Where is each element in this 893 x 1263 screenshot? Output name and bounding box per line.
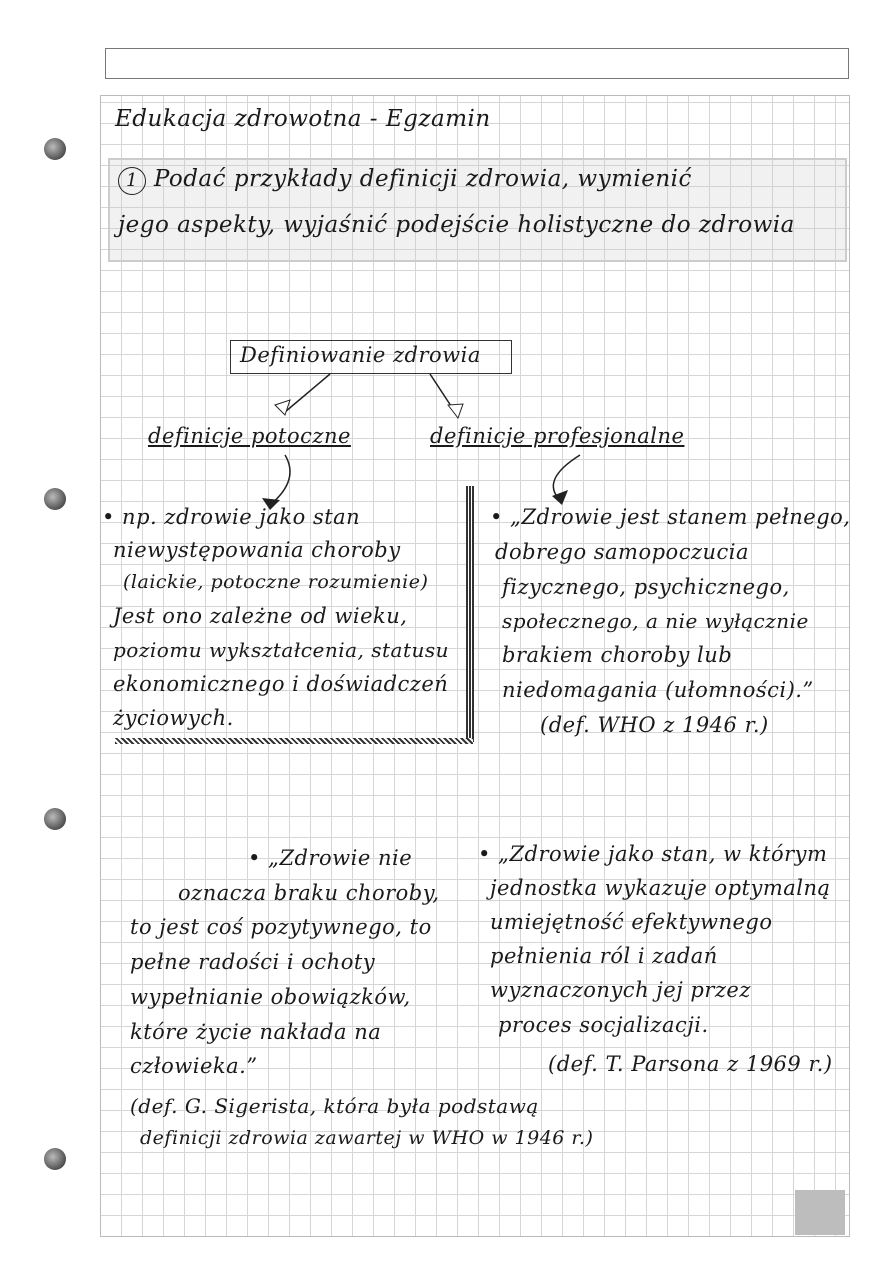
sigerist-line: pełne radości i ochoty [130, 950, 376, 974]
question-line-2: jego aspekty, wyjaśnić podejście holistyczne do zdrowia [118, 212, 795, 238]
parsons-line: umiejętność efektywnego [490, 910, 773, 934]
sigerist-line: człowieka.” [130, 1054, 258, 1078]
left-line: poziomu wykształcenia, statusu [113, 638, 450, 662]
sigerist-line: oznacza braku choroby, [178, 881, 440, 905]
divider-vertical [466, 486, 474, 742]
parsons-line: proces socjalizacji. [498, 1013, 709, 1037]
sigerist-line: to jest coś pozytywnego, to [130, 915, 432, 939]
scan-marker [795, 1190, 845, 1235]
left-line: • np. zdrowie jako stan [102, 505, 361, 529]
sigerist-line: wypełnianie obowiązków, [130, 985, 411, 1009]
right-line: dobrego samopoczucia [495, 540, 750, 564]
right-line: brakiem choroby lub [502, 643, 733, 667]
right-line: społecznego, a nie wyłącznie [502, 609, 809, 633]
sigerist-line: • „Zdrowie nie [248, 846, 413, 870]
right-line: fizycznego, psychicznego, [502, 575, 790, 599]
right-line: • „Zdrowie jest stanem pełnego, [490, 505, 851, 529]
parsons-line: (def. T. Parsona z 1969 r.) [548, 1052, 833, 1076]
left-heading: definicje potoczne [148, 424, 351, 448]
left-line: niewystępowania choroby [113, 538, 401, 562]
parsons-line: wyznaczonych jej przez [490, 978, 751, 1002]
left-line: (laickie, potoczne rozumienie) [123, 571, 429, 593]
sigerist-line: które życie nakłada na [130, 1020, 382, 1044]
sigerist-source: definicji zdrowia zawartej w WHO w 1946 r.) [140, 1127, 594, 1149]
divider-horizontal [115, 738, 473, 744]
page-title: Edukacja zdrowotna - Egzamin [115, 106, 491, 132]
diagram-root: Definiowanie zdrowia [240, 343, 481, 367]
left-line: życiowych. [113, 706, 234, 730]
question-text-1: Podać przykłady definicji zdrowia, wymienić [153, 166, 692, 192]
right-line: (def. WHO z 1946 r.) [540, 713, 769, 737]
parsons-line: • „Zdrowie jako stan, w którym [478, 842, 828, 866]
left-line: ekonomicznego i doświadczeń [113, 672, 449, 696]
parsons-line: pełnienia ról i zadań [490, 944, 718, 968]
parsons-line: jednostka wykazuje optymalną [490, 876, 831, 900]
left-line: Jest ono zależne od wieku, [113, 604, 408, 628]
question-number: 1 [118, 167, 146, 195]
sigerist-source: (def. G. Sigerista, która była podstawą [130, 1094, 539, 1118]
right-line: niedomagania (ułomności).” [502, 678, 814, 702]
right-heading: definicje profesjonalne [430, 424, 685, 448]
